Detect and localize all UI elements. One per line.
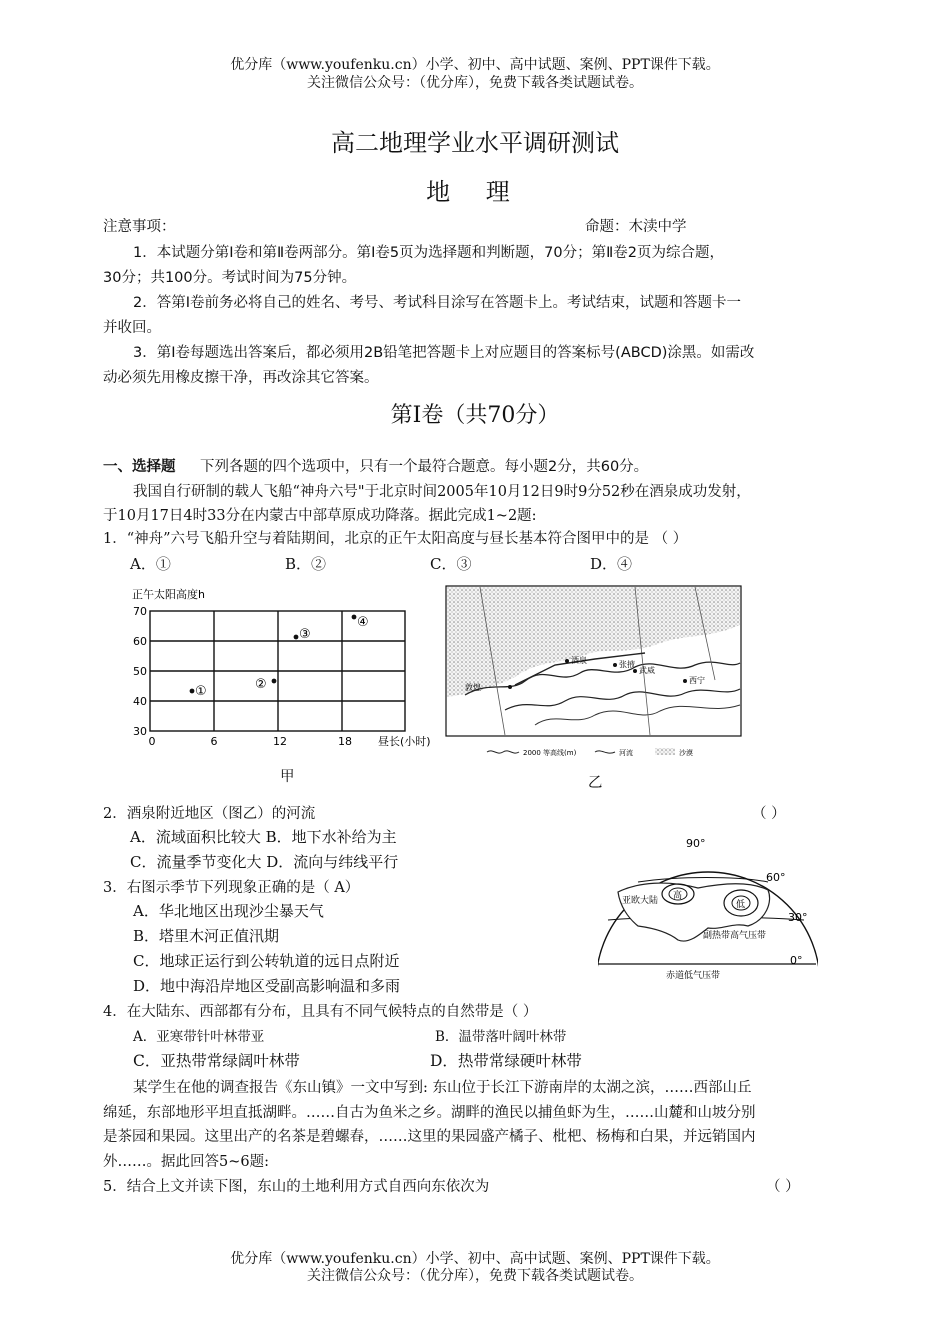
fig-jia-xlabel: 昼长(小时) (378, 735, 431, 748)
fig-jia-ytick: 50 (133, 665, 147, 678)
notice-item2-line2: 并收回。 (103, 320, 161, 336)
fig-jia-xtick: 6 (210, 735, 218, 748)
fig-jia-ytick: 70 (133, 605, 147, 618)
fig-globe-lat90: 90° (686, 837, 706, 850)
fig-jia-point-label: ④ (357, 615, 369, 630)
q3-option-b: B．塔里木河正值汛期 (133, 927, 280, 945)
intro2-line4: 外……。据此回答5~6题: (103, 1154, 269, 1170)
q4-option-c: C．亚热带常绿阔叶林带 (133, 1052, 300, 1070)
fig-yi-label: 武威 (639, 666, 655, 675)
fig-jia-ylabel: 正午太阳高度h (132, 588, 205, 601)
q1-stem: 1．“神舟”六号飞船升空与着陆期间，北京的正午太阳高度与昼长基本符合图甲中的是 （ ） (103, 531, 688, 547)
fig-globe-continent-label: 亚欧大陆 (622, 896, 659, 906)
figure-jia-chart (120, 585, 431, 785)
fig-jia-caption: 甲 (280, 769, 295, 785)
fig-yi-label: 张掖 (619, 660, 635, 669)
intro2-line1: 某学生在他的调查报告《东山镇》一文中写到: 东山位于长江下游南岸的太湖之滨，……西部山丘 (133, 1080, 752, 1096)
q1-option-d: D．④ (590, 555, 633, 573)
fig-globe-lat60: 60° (766, 871, 786, 884)
q2-stem: 2．酒泉附近地区（图乙）的河流 (103, 806, 316, 822)
q1-option-b: B．② (285, 555, 327, 573)
fig-yi-legend-river: 河流 (619, 749, 633, 757)
intro2-line2: 绵延，东部地形平坦直抵湖畔。……自古为鱼米之乡。湖畔的渔民以捕鱼虾为生，……山麓和山坡分别 (103, 1105, 756, 1121)
fig-jia-point-3 (294, 635, 299, 640)
fig-globe-high: 高 (673, 891, 683, 901)
fig-yi-label: 西宁 (689, 676, 705, 685)
fig-jia-point-label: ③ (299, 627, 311, 642)
part1-title: 第Ⅰ卷（共70分） (390, 403, 560, 428)
q2-bracket: （ ） (752, 806, 786, 822)
q2-options-cd: C．流量季节变化大 D．流向与纬线平行 (130, 853, 399, 871)
subject-title: 地 理 (426, 178, 524, 206)
fig-jia-point-4 (352, 615, 357, 620)
q3-option-c: C．地球正运行到公转轨道的远日点附近 (133, 952, 400, 970)
fig-yi-legend-contour: 2000 等高线(m) (523, 749, 577, 757)
q4-option-d: D．热带常绿硬叶林带 (430, 1052, 582, 1070)
intro1-line2: 于10月17日4时33分在内蒙古中部草原成功降落。据此完成1~2题: (103, 508, 537, 524)
intro2-line3: 是茶园和果园。这里出产的名茶是碧螺春，……这里的果园盛产橘子、枇杷、杨梅和白果，并远销国内 (103, 1129, 756, 1145)
q2-options-ab: A．流域面积比较大 B．地下水补给为主 (130, 828, 397, 846)
fig-jia-xtick: 0 (148, 735, 156, 748)
fig-globe-subtropical-label: 副热带高气压带 (703, 931, 767, 941)
notice-author: 命题：木渎中学 (585, 219, 687, 235)
page-footer-line2: 关注微信公众号：（优分库），免费下载各类试题试卷。 (307, 1268, 643, 1284)
page-header-line2: 关注微信公众号：（优分库），免费下载各类试题试卷。 (307, 75, 643, 91)
section1-instruction: 下列各题的四个选项中，只有一个最符合题意。每小题2分，共60分。 (200, 459, 649, 475)
fig-jia-point-label: ② (255, 677, 267, 692)
fig-jia-point-1 (190, 689, 195, 694)
fig-yi-caption: 乙 (588, 775, 603, 791)
notice-label: 注意事项： (103, 219, 176, 235)
figure-globe (598, 832, 818, 997)
fig-jia-point-2 (272, 679, 277, 684)
fig-globe-lat30: 30° (788, 911, 808, 924)
q3-option-a: A．华北地区出现沙尘暴天气 (133, 902, 324, 920)
fig-yi-label: 酒泉 (571, 656, 587, 665)
exam-title: 高二地理学业水平调研测试 (331, 129, 619, 157)
page-header-line1: 优分库（www.youfenku.cn）小学、初中、高中试题、案例、PPT课件下载。 (230, 57, 720, 73)
fig-jia-xtick: 18 (338, 735, 352, 748)
notice-item3-line2: 动必须先用橡皮擦干净，再改涂其它答案。 (103, 370, 379, 386)
section1-label: 一、选择题 (103, 459, 176, 475)
fig-yi-legend-desert: 沙漠 (679, 749, 693, 757)
q5-bracket: （ ） (766, 1179, 800, 1195)
q3-option-d: D．地中海沿岸地区受副高影响温和多雨 (133, 977, 401, 995)
q4-option-a: A．亚寒带针叶林带亚 (133, 1029, 265, 1045)
fig-yi-label: 敦煌 (465, 683, 481, 692)
fig-jia-ytick: 60 (133, 635, 147, 648)
fig-jia-ytick: 30 (133, 725, 147, 738)
notice-item1-line1: 1．本试题分第Ⅰ卷和第Ⅱ卷两部分。第Ⅰ卷5页为选择题和判断题，70分；第Ⅱ卷2页为综合题， (133, 245, 724, 261)
q4-option-b: B．温带落叶阔叶林带 (435, 1029, 567, 1045)
q4-stem: 4．在大陆东、西部都有分布，且具有不同气候特点的自然带是（ ） (103, 1004, 538, 1020)
fig-globe-equatorial-label: 赤道低气压带 (666, 971, 721, 981)
figure-yi-map (445, 585, 745, 760)
q1-option-a: A．① (130, 555, 171, 573)
fig-globe-lat0: 0° (790, 954, 803, 967)
q3-stem: 3．右图示季节下列现象正确的是（ A） (103, 880, 360, 896)
fig-jia-point-label: ① (195, 684, 207, 699)
page-footer-line1: 优分库（www.youfenku.cn）小学、初中、高中试题、案例、PPT课件下载。 (230, 1251, 720, 1267)
intro1-line1: 我国自行研制的载人飞船“神舟六号"于北京时间2005年10月12日9时9分52秒在酒泉成功发射， (133, 484, 751, 500)
q1-option-c: C．③ (430, 555, 472, 573)
q5-stem: 5．结合上文并读下图，东山的土地利用方式自西向东依次为 (103, 1179, 490, 1195)
fig-jia-xtick: 12 (273, 735, 287, 748)
notice-item1-line2: 30分；共100分。考试时间为75分钟。 (103, 270, 357, 286)
notice-item2-line1: 2．答第Ⅰ卷前务必将自己的姓名、考号、考试科目涂写在答题卡上。考试结束，试题和答题卡一 (133, 295, 741, 311)
notice-item3-line1: 3．第Ⅰ卷每题选出答案后，都必须用2B铅笔把答题卡上对应题目的答案标号(ABCD)涂黑。如需改 (133, 345, 755, 361)
fig-globe-low: 低 (736, 900, 746, 910)
fig-jia-ytick: 40 (133, 695, 147, 708)
